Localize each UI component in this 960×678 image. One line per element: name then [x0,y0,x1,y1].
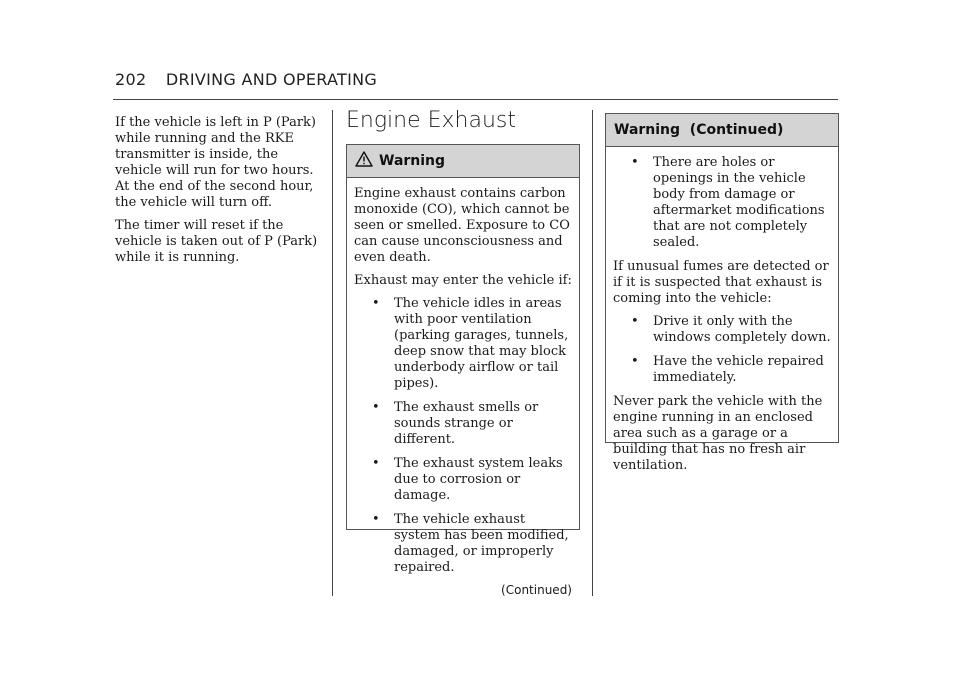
continued-label: (Continued) [501,583,572,597]
warning-lead: Exhaust may enter the vehicle if: [354,273,572,288]
paragraph: The timer will reset if the vehicle is taken out of P (Park) while it is running. [115,218,318,265]
warning-box-continued [605,113,839,473]
warning-intro: Engine exhaust contains carbon monoxide (CO), which cannot be seen or smelled. Exposure to CO can cause unconsciousness and even death. [354,186,570,265]
warning-header [347,145,579,178]
column-divider-1 [332,110,333,596]
warning-closing: Never park the vehicle with the engine running in an enclosed area such as a garage or a building that has no fresh air ventilation. [613,394,823,473]
warning-box [346,144,580,597]
warning-triangle-icon [355,151,379,171]
page-header [115,70,377,89]
page-number: 202 [115,70,147,89]
warning-bullet-list [354,296,572,576]
warning-bullet-list [613,314,831,386]
section-title: Engine Exhaust [346,108,517,133]
list-item: • The vehicle idles in areas with poor ventilation (parking garages, tunnels, deep snow that may block underbody airflow or tail pipes). [354,296,572,392]
list-item: • There are holes or openings in the vehicle body from damage or aftermarket modifications that are not completely sealed. [613,155,831,251]
paragraph: If the vehicle is left in P (Park) while running and the RKE transmitter is inside, the vehicle will run for two hours. At the end of the second hour, the vehicle will turn off. [115,115,317,210]
list-item: • Drive it only with the windows completely down. [613,314,831,346]
warning-body [606,147,838,487]
warning-title: Warning [379,153,446,169]
section-header: DRIVING AND OPERATING [165,70,378,89]
list-item: • The vehicle exhaust system has been modified, damaged, or improperly repaired. [354,512,572,576]
column-divider-2 [592,110,593,596]
warning-body [347,178,579,604]
list-item: • The exhaust system leaks due to corrosion or damage. [354,456,572,504]
warning-middle: If unusual fumes are detected or if it is suspected that exhaust is coming into the vehicle: [613,259,829,306]
warning-title: Warning (Continued) [614,122,784,138]
warning-header [606,114,838,147]
list-item: • The exhaust smells or sounds strange or different. [354,400,572,448]
warning-bullet-list [613,155,831,251]
list-item: • Have the vehicle repaired immediately. [613,354,831,386]
left-column [115,115,320,273]
header-divider [113,99,838,100]
